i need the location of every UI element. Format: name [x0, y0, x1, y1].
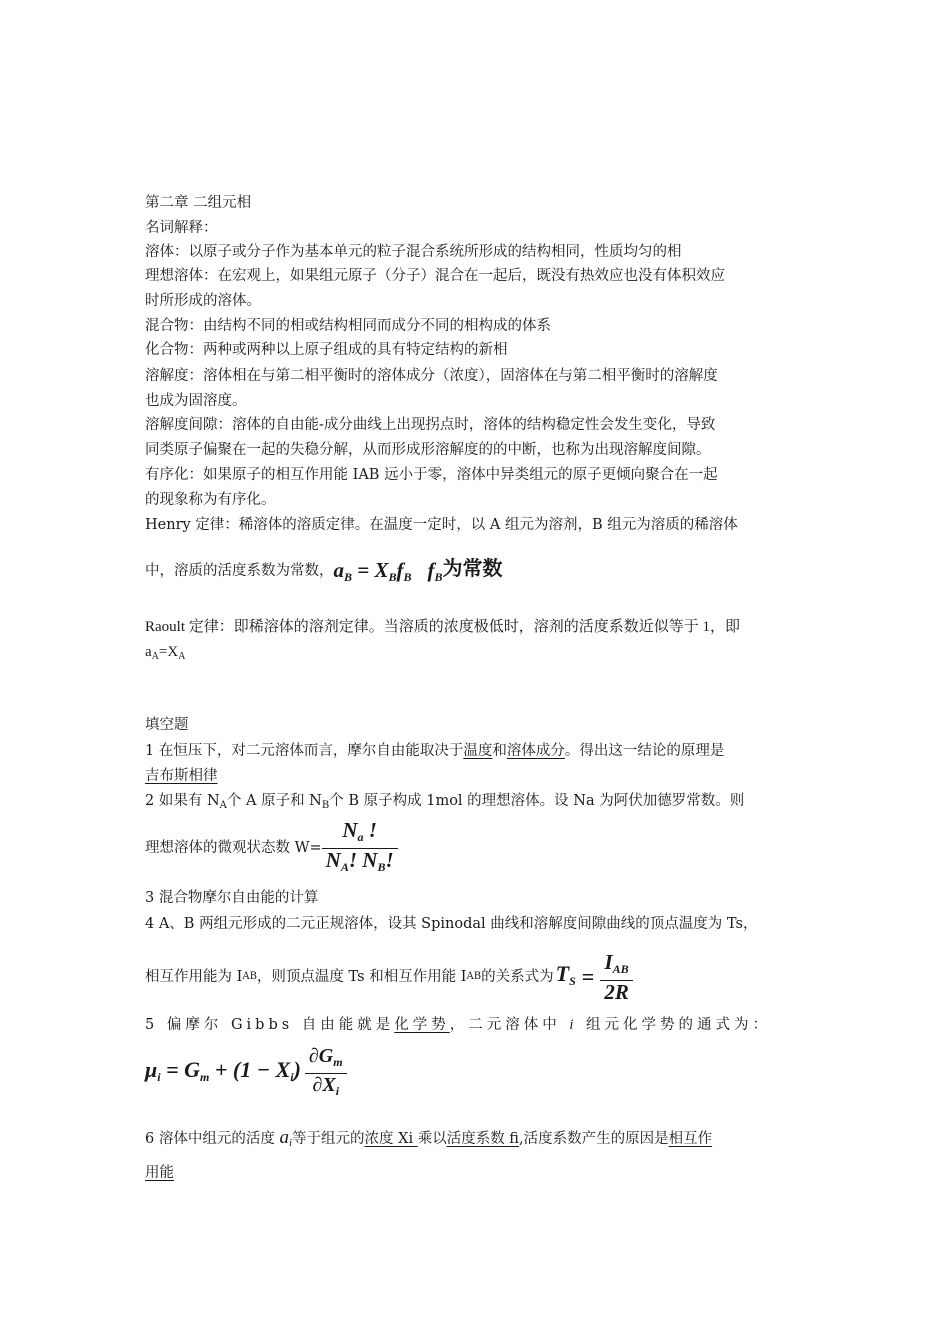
- definition-ordering-cont: 的现象称为有序化。: [145, 492, 276, 508]
- chemical-potential-formula: μi = Gm + (1 − Xi) $\frac{\partial G_m}{\partial X_i}$: [145, 1045, 807, 1101]
- henry-const-text: 为常数: [442, 556, 503, 580]
- henry-law-formula: aB = XBfB: [333, 558, 412, 584]
- chapter-title: 第二章 二组元相: [145, 195, 252, 211]
- question-2-formula-line: [145, 818, 807, 878]
- q6-text: 6 溶体中组元的活度: [145, 1131, 280, 1147]
- q2-text-b: 个 A 原子和 N: [226, 793, 322, 809]
- q6-mul: 乘以: [417, 1131, 447, 1147]
- henry-law-text: 中，溶质的活度系数为常数，: [145, 563, 334, 579]
- spinodal-formula-fraction: $\frac{\text{IAB}}{2R}$: [600, 952, 633, 1002]
- q1-answer-phase-rule: 吉布斯相律: [145, 768, 218, 784]
- q6-answer-interaction-cont: 用能: [145, 1165, 174, 1181]
- q1-answer-temperature: 温度: [463, 743, 493, 759]
- question-5: [145, 1015, 807, 1035]
- q2-text-a: 2 如果有 N: [145, 793, 220, 809]
- q2-text-w: 理想溶体的微观状态数 W=: [145, 840, 322, 856]
- henry-fb-symbol: fB: [427, 558, 443, 584]
- q1-text: 1 在恒压下，对二元溶体而言，摩尔自由能取决于: [145, 743, 464, 759]
- q4-text-b: ，则顶点温度 Ts 和相互作用能 I: [256, 969, 467, 985]
- definition-henry-law: Henry 定律：稀溶体的溶质定律。在温度一定时，以 A 组元为溶剂，B 组元为溶质的稀溶体: [145, 517, 738, 533]
- q5-post: ，二元溶体中: [449, 1017, 570, 1033]
- definition-mixture: 混合物：由结构不同的相或结构相同而成分不同的相构成的体系: [145, 318, 551, 334]
- q2-text-c: 个 B 原子构成 1mol 的理想溶体。设 Na 为阿伏加德罗常数。则: [329, 793, 745, 809]
- spinodal-formula-lhs: TS: [555, 960, 576, 988]
- question-4-formula-line: 相互作用能为 I AB ，则顶点温度 Ts 和相互作用能 I AB 的关系式为 TS = $\frac{\text{IAB}}{2R}$: [145, 950, 807, 1004]
- raoult-formula: $a_A=X_A$: [145, 644, 186, 662]
- q6-text-a: 等于组元的: [292, 1131, 365, 1147]
- question-3: 3 混合物摩尔自由能的计算: [145, 890, 319, 906]
- definition-compound: 化合物：两种或两种以上原子组成的具有特定结构的新相: [145, 342, 508, 358]
- q5-answer-chemical-potential: 化学势: [394, 1017, 450, 1033]
- glossary-heading: 名词解释：: [145, 220, 218, 236]
- q6-answer-interaction: 相互作: [668, 1131, 713, 1147]
- fill-blank-heading: 填空题: [145, 717, 189, 733]
- q5-text: 5 偏摩尔 Gibbs 自由能就是: [145, 1017, 395, 1033]
- microstate-formula: $\frac{Na !}{NA! NB!}$: [322, 820, 398, 877]
- q1-and: 和: [492, 743, 507, 759]
- definition-ideal-solution-cont: 时所形成的溶体。: [145, 293, 261, 309]
- q6-answer-activity-coefficient: 活度系数 fi: [446, 1131, 519, 1147]
- q4-text-c: 的关系式为: [481, 969, 554, 985]
- q1-answer-composition: 溶体成分: [506, 743, 565, 759]
- question-6: 6 溶体中组元的活度 ai等于组元的浓度 Xi 乘以活度系数 fi,活度系数产生的原因是相互作: [145, 1127, 713, 1149]
- question-4: 4 A、B 两组元形成的二元正规溶体，设其 Spinodal 曲线和溶解度间隙曲线的顶点温度为 Ts，: [145, 916, 758, 932]
- definition-solubility-cont: 也成为固溶度。: [145, 393, 247, 409]
- q5-i: i: [569, 1017, 578, 1033]
- q4-text-a: 相互作用能为 I: [145, 969, 243, 985]
- q5-end: 组元化学势的通式为：: [577, 1017, 772, 1033]
- question-1-cont: [145, 766, 807, 786]
- question-6-cont: [145, 1163, 807, 1183]
- henry-law-formula-line: [145, 558, 807, 587]
- definition-ordering: 有序化：如果原子的相互作用能 IAB 远小于零，溶体中异类组元的原子更倾向聚合在一起: [145, 467, 718, 483]
- definition-solubility-gap: 溶解度间隙：溶体的自由能-成分曲线上出现拐点时，溶体的结构稳定性会发生变化，导致: [145, 417, 716, 433]
- definition-solubility: 溶解度：溶体相在与第二相平衡时的溶体成分（浓度），固溶体在与第二相平衡时的溶解度: [145, 368, 718, 384]
- definition-raoult-law: Raoult 定律：即稀溶体的溶剂定律。当溶质的浓度极低时，溶剂的活度系数近似等于 1，即: [145, 619, 741, 635]
- q6-answer-concentration: 浓度 Xi: [364, 1131, 418, 1147]
- question-1: [145, 741, 807, 761]
- q1-post: 。得出这一结论的原理是: [564, 743, 725, 759]
- q6-post: ,活度系数产生的原因是: [518, 1131, 669, 1147]
- question-2: 2 如果有 $N_A$个 A 原子和 $N_B$个 B 原子构成 1mol 的理想溶体。设 Na 为阿伏加德罗常数。则: [145, 793, 745, 811]
- definition-solubility-gap-cont: 同类原子偏聚在一起的失稳分解，从而形成形溶解度的的中断，也称为出现溶解度间隙。: [145, 442, 711, 458]
- definition-solution: 溶体：以原子或分子作为基本单元的粒子混合系统所形成的结构相同，性质均匀的相: [145, 244, 682, 260]
- definition-ideal-solution: 理想溶体：在宏观上，如果组元原子（分子）混合在一起后，既没有热效应也没有体积效应: [145, 268, 725, 284]
